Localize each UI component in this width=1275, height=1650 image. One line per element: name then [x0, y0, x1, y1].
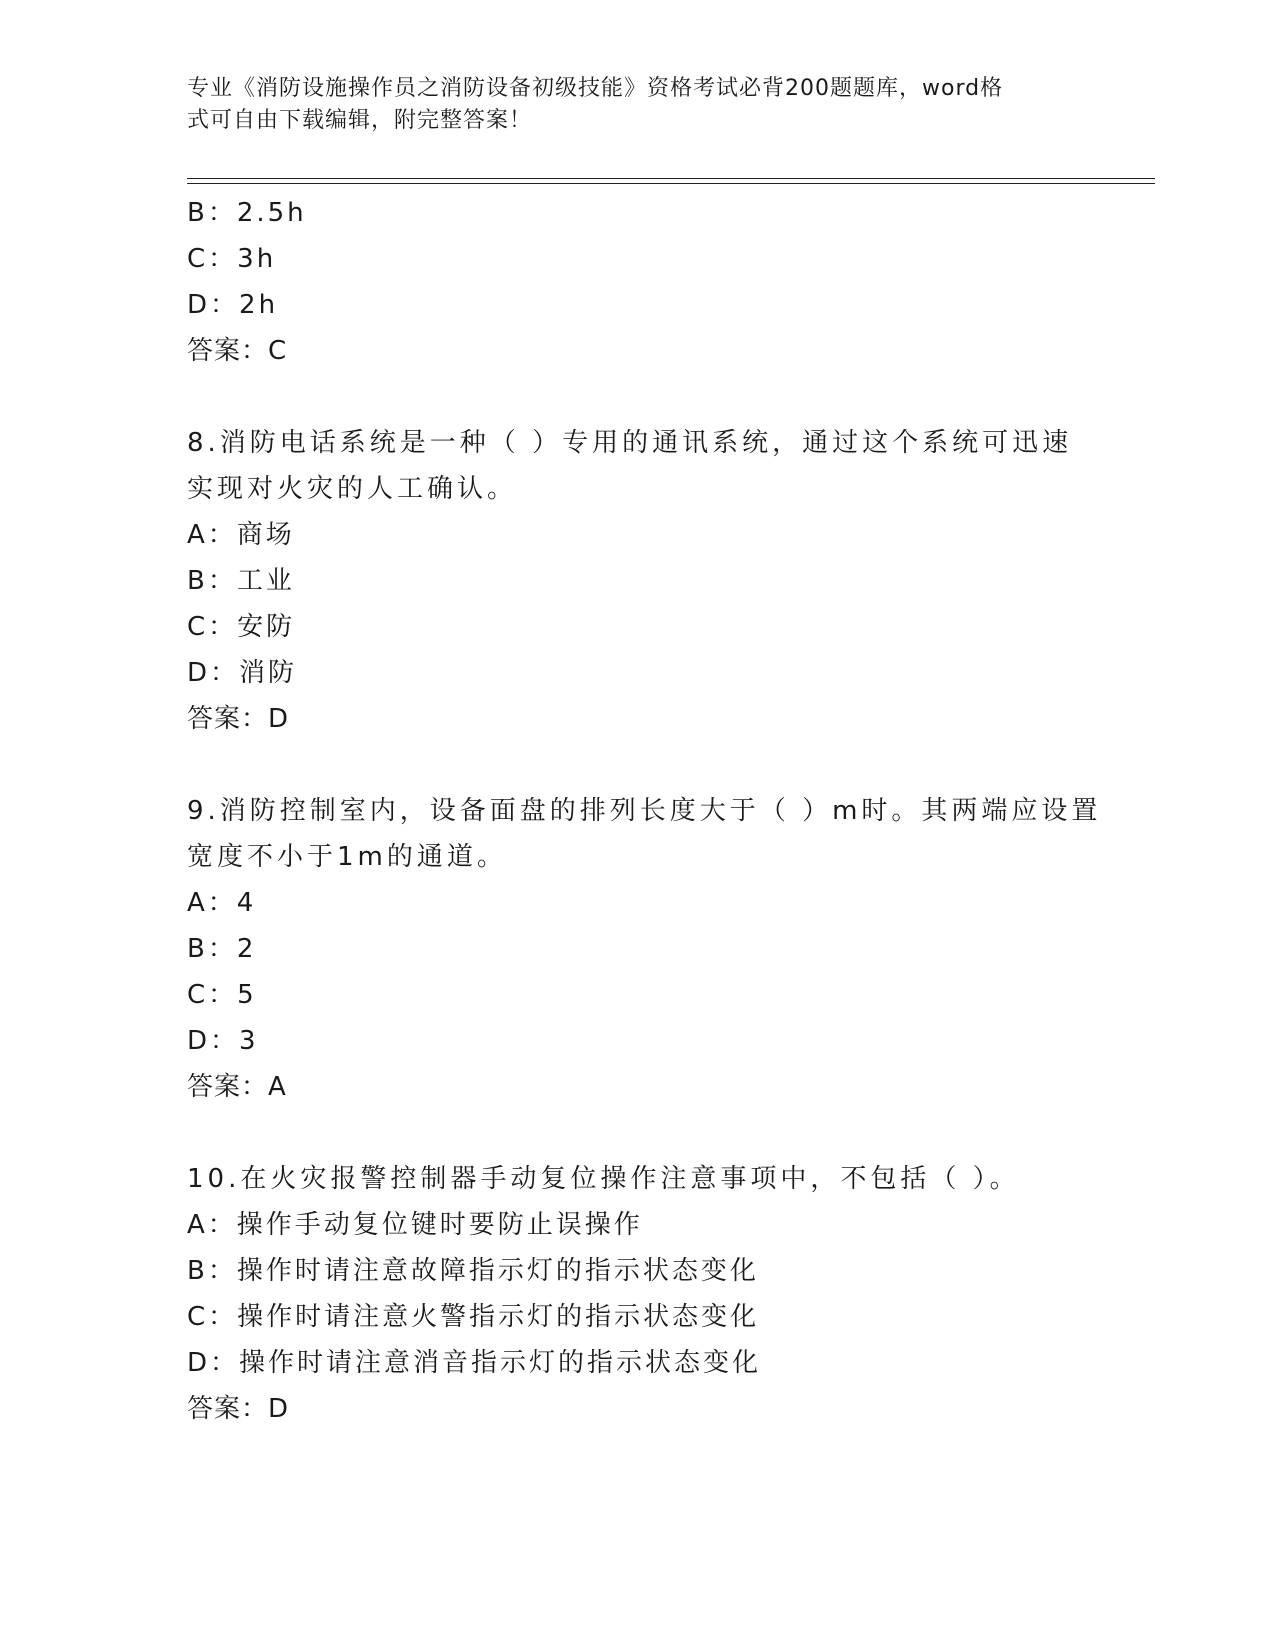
question-9 — [187, 788, 1102, 1110]
answer: 答案：A — [187, 1072, 287, 1102]
option-d: D：消防 — [187, 658, 298, 688]
question-10 — [187, 1156, 1087, 1432]
option-d: D：操作时请注意消音指示灯的指示状态变化 — [187, 1348, 762, 1378]
option-a: A：商场 — [187, 520, 295, 550]
option-a: A：4 — [187, 888, 257, 918]
option-d: D：2h — [187, 290, 279, 320]
option-c: C：3h — [187, 244, 277, 274]
header-divider-top — [187, 178, 1155, 179]
question-stem-line-1: 9.消防控制室内，设备面盘的排列长度大于（ ）m时。其两端应设置 — [187, 796, 1102, 826]
question-stem-line-2: 宽度不小于1m的通道。 — [187, 842, 507, 872]
option-b: B：2 — [187, 934, 257, 964]
option-b: B：工业 — [187, 566, 295, 596]
document-header — [187, 73, 1067, 137]
header-title-line-2: 式可自由下载编辑，附完整答案！ — [187, 108, 533, 133]
option-c: C：5 — [187, 980, 257, 1010]
answer: 答案：D — [187, 704, 290, 734]
question-stem-line-1: 10.在火灾报警控制器手动复位操作注意事项中，不包括（ ）。 — [187, 1164, 1020, 1194]
header-title-line-1: 专业《消防设施操作员之消防设备初级技能》资格考试必背200题题库，word格 — [187, 76, 1004, 101]
question-stem-line-2: 实现对火灾的人工确认。 — [187, 474, 518, 504]
answer: 答案：C — [187, 336, 288, 366]
question-7-remainder — [187, 190, 1087, 374]
answer: 答案：D — [187, 1394, 290, 1424]
option-b: B：操作时请注意故障指示灯的指示状态变化 — [187, 1256, 759, 1286]
question-stem-line-1: 8.消防电话系统是一种（ ）专用的通讯系统，通过这个系统可迅速 — [187, 428, 1073, 458]
header-divider-bottom — [187, 183, 1155, 184]
option-d: D：3 — [187, 1026, 259, 1056]
option-c: C：安防 — [187, 612, 296, 642]
option-a: A：操作手动复位键时要防止误操作 — [187, 1210, 643, 1240]
question-content — [187, 190, 1102, 1432]
option-b: B：2.5h — [187, 198, 307, 228]
question-8 — [187, 420, 1087, 742]
option-c: C：操作时请注意火警指示灯的指示状态变化 — [187, 1302, 760, 1332]
